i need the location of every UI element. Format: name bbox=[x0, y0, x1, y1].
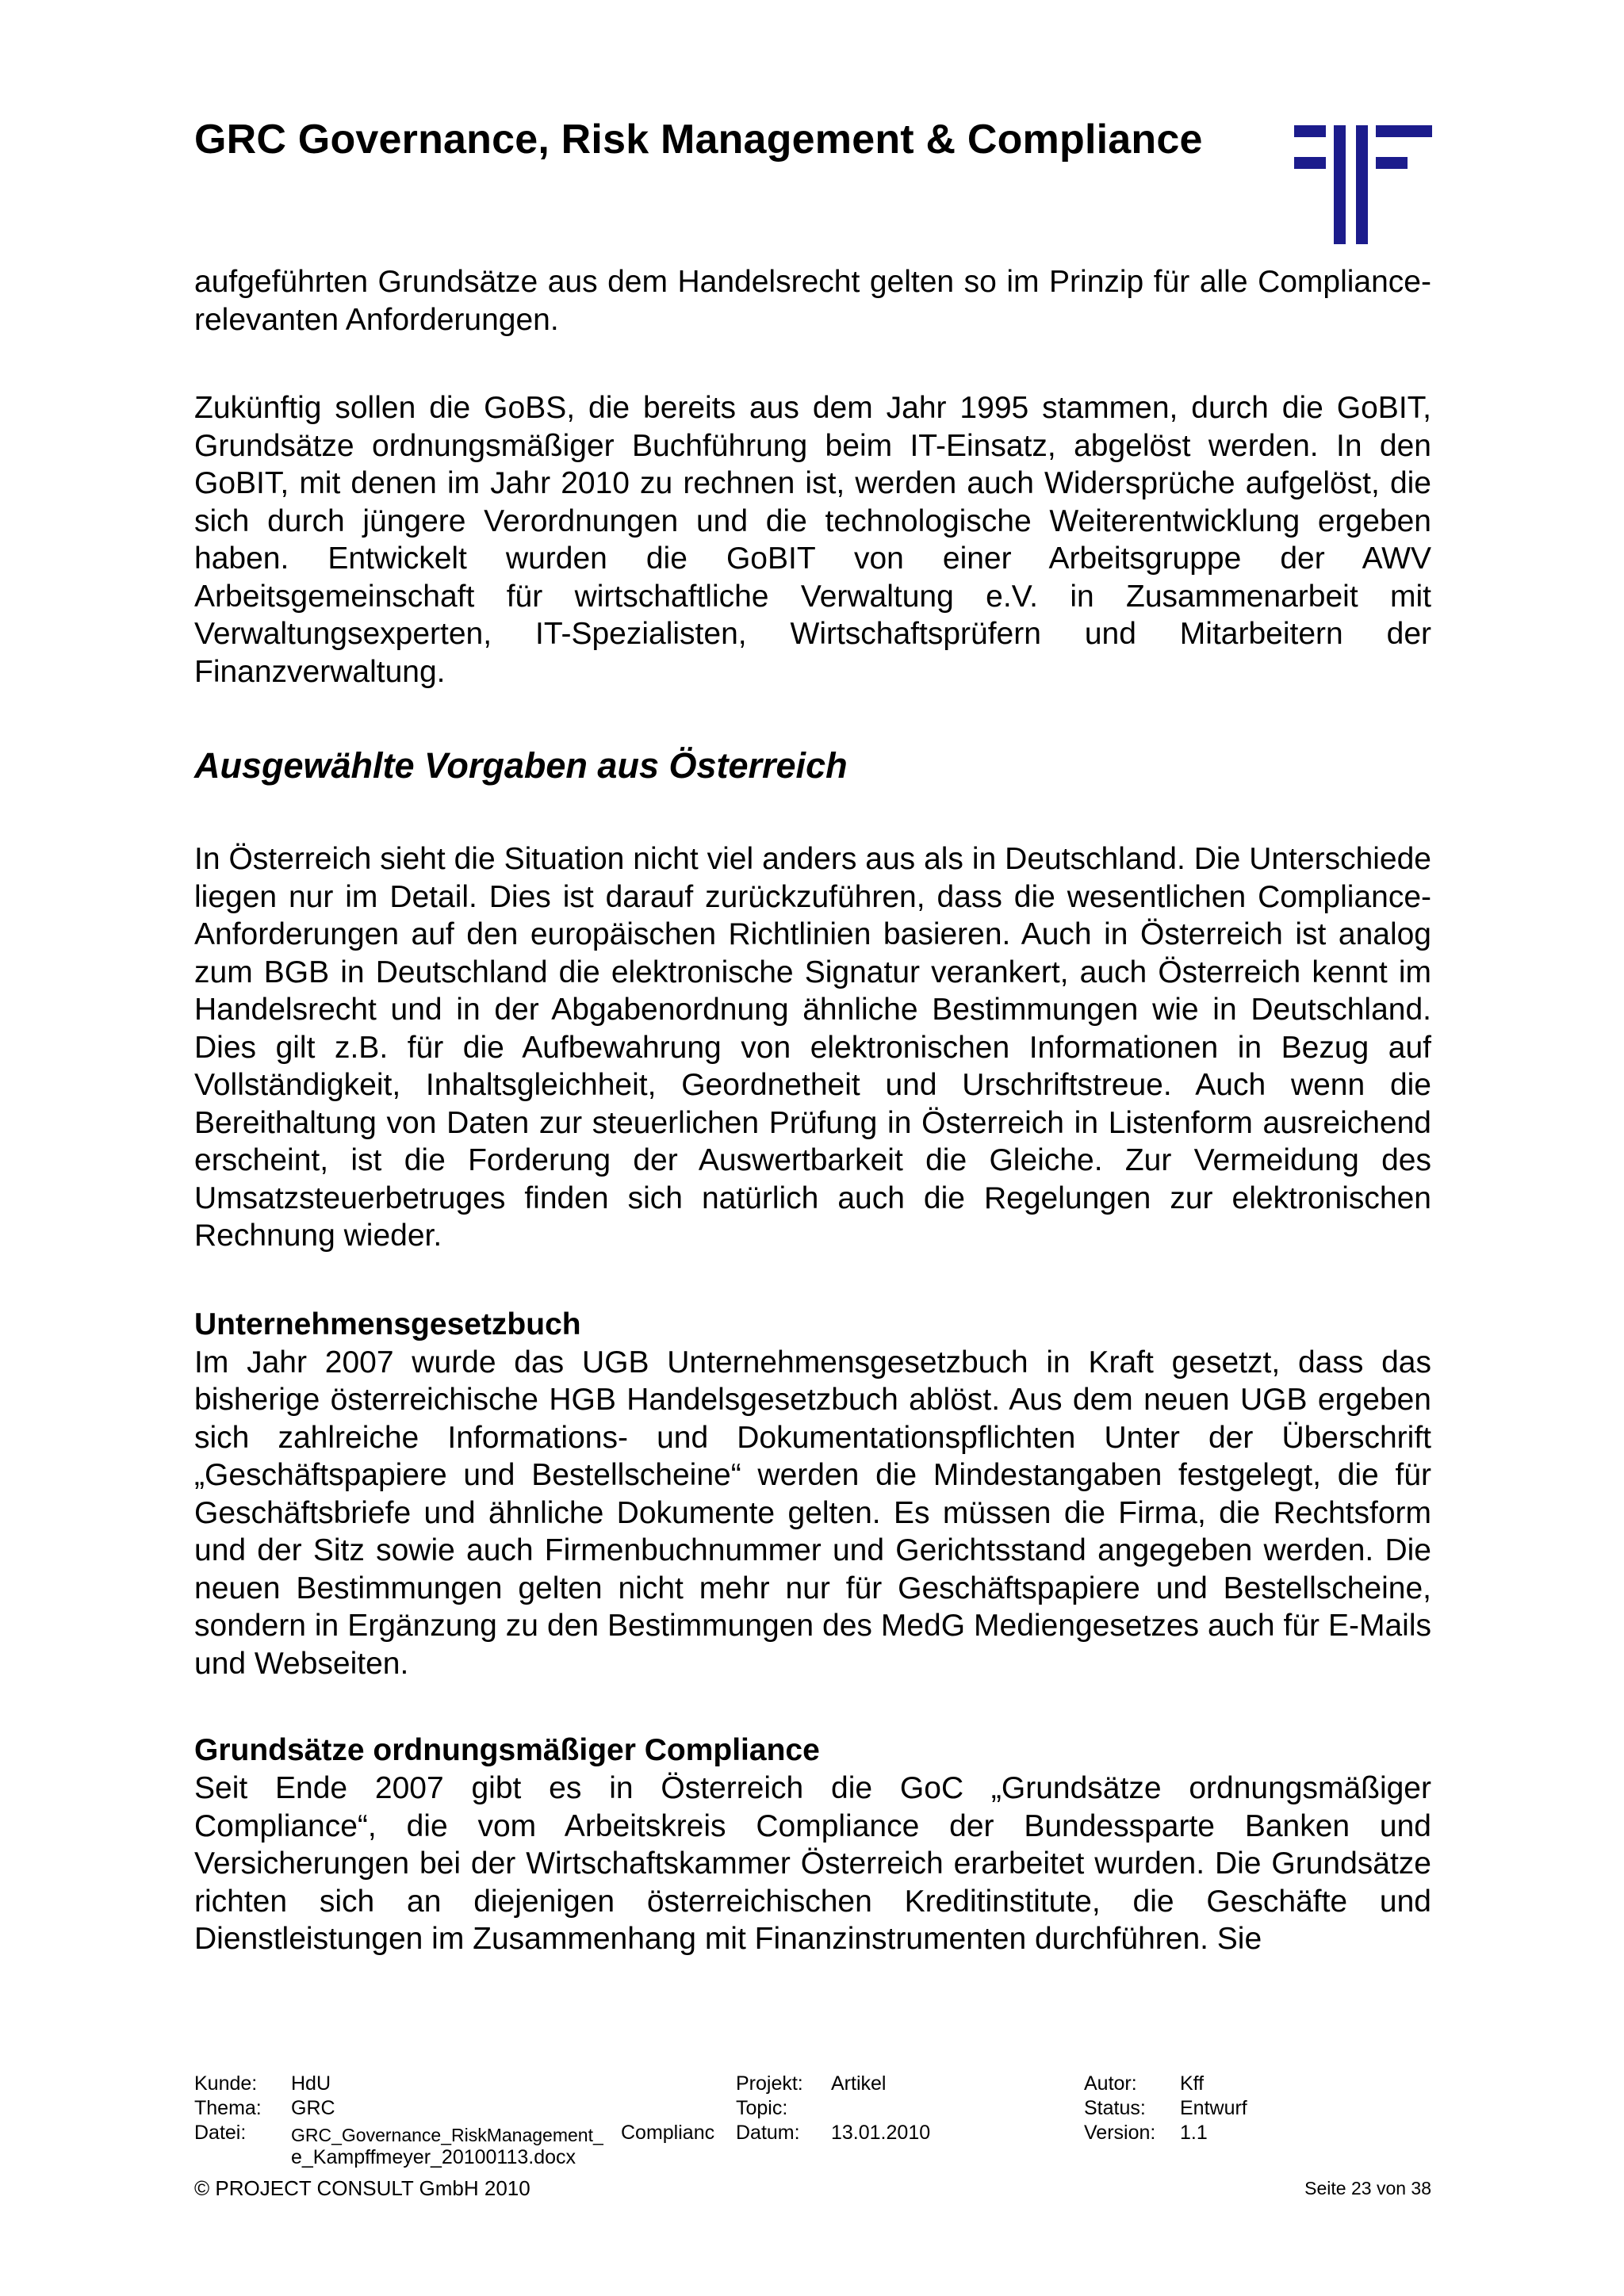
subheading-goc: Grundsätze ordnungsmäßiger Compliance bbox=[194, 1733, 820, 1767]
footer-topic-label: Topic: bbox=[736, 2097, 788, 2119]
footer-status-value: Entwurf bbox=[1180, 2097, 1247, 2119]
footer-kunde-label: Kunde: bbox=[194, 2072, 258, 2095]
footer-datum-label: Datum: bbox=[736, 2122, 800, 2144]
paragraph-2: Zukünftig sollen die GoBS, die bereits aus dem Jahr 1995 stammen, durch die GoBIT, Grundsätze ordnungsmäßiger Buchführung beim IT-Einsatz, abgelöst werden. In den GoBIT, mit denen im Jahr 2010 zu rechnen ist, werden auch Widersprüche aufgelöst, die sich durch jüngere Verordnungen und die technologische Weiterentwicklung ergeben haben. Entwickelt wurden die GoBIT von einer Arbeitsgruppe der AWV Arbeitsgemeinschaft für wirtschaftliche Verwaltung e.V. in Zusammenarbeit mit Verwaltungsexperten, IT-Spezialisten, Wirtschaftsprüfern und Mitarbeitern der Finanzverwaltung. bbox=[194, 391, 1431, 689]
footer-kunde-value: HdU bbox=[291, 2072, 331, 2095]
page-header-title: GRC Governance, Risk Management & Compliance bbox=[194, 117, 1203, 163]
page-footer bbox=[194, 2072, 1431, 2200]
footer-version-value: 1.1 bbox=[1180, 2122, 1208, 2144]
main-content bbox=[194, 263, 1431, 1958]
footer-datei-value-line1: GRC_Governance_RiskManagement_ bbox=[291, 2125, 603, 2145]
footer-thema-value: GRC bbox=[291, 2097, 335, 2119]
footer-page-number: Seite 23 von 38 bbox=[1304, 2178, 1431, 2198]
paragraph-3: In Österreich sieht die Situation nicht viel anders aus als in Deutschland. Die Unterschiede liegen nur im Detail. Dies ist darauf zurückzuführen, dass die wesentlichen Compliance-Anforderungen auf den europäischen Richtlinien basieren. Auch in Österreich ist analog zum BGB in Deutschland die elektronische Signatur verankert, auch Österreich kennt im Handelsrecht und in der Abgabenordnung ähnliche Bestimmungen wie in Deutschland. Dies gilt z.B. für die Aufbewahrung von elektronischen Informationen in Bezug auf Vollständigkeit, Inhaltsgleichheit, Geordnetheit und Urschriftstreue. Auch wenn die Bereithaltung von Daten zur steuerlichen Prüfung in Österreich in Listenform ausreichend erscheint, ist die Forderung der Auswertbarkeit die Gleiche. Zur Vermeidung des Umsatzsteuerbetruges finden sich natürlich auch die Regelungen zur elektronischen Rechnung wieder. bbox=[194, 842, 1431, 1253]
subheading-unternehmensgesetzbuch: Unternehmensgesetzbuch bbox=[194, 1307, 581, 1341]
footer-projekt-value: Artikel bbox=[831, 2072, 887, 2095]
footer-projekt-label: Projekt: bbox=[736, 2072, 803, 2095]
footer-copyright: © PROJECT CONSULT GmbH 2010 bbox=[194, 2176, 530, 2200]
footer-autor-label: Autor: bbox=[1084, 2072, 1137, 2095]
footer-thema-label: Thema: bbox=[194, 2097, 262, 2119]
project-consult-logo-icon bbox=[1294, 125, 1432, 244]
footer-version-label: Version: bbox=[1084, 2122, 1156, 2144]
footer-datum-value: 13.01.2010 bbox=[831, 2122, 931, 2144]
paragraph-4: Im Jahr 2007 wurde das UGB Unternehmensgesetzbuch in Kraft gesetzt, dass das bisherige österreichische HGB Handelsgesetzbuch ablöst. Aus dem neuen UGB ergeben sich zahlreiche Informations- und Dokumentationspflichten Unter der Überschrift „Geschäftspapiere und Bestellscheine“ werden die Mindestangaben festgelegt, die für Geschäftsbriefe und ähnliche Dokumente gelten. Es müssen die Firma, die Rechtsform und der Sitz sowie auch Firmenbuchnummer und Gerichtsstand angegeben werden. Die neuen Bestimmungen gelten nicht mehr nur für Geschäftspapiere und Bestellscheine, sondern in Ergänzung zu den Bestimmungen des MedG Mediengesetzes auch für E-Mails und Webseiten. bbox=[194, 1345, 1431, 1681]
footer-autor-value: Kff bbox=[1180, 2072, 1205, 2095]
section-heading-oesterreich: Ausgewählte Vorgaben aus Österreich bbox=[194, 745, 848, 786]
footer-datei-value-line2: e_Kampffmeyer_20100113.docx bbox=[291, 2146, 576, 2168]
footer-status-label: Status: bbox=[1084, 2097, 1146, 2119]
paragraph-1: aufgeführten Grundsätze aus dem Handelsrecht gelten so im Prinzip für alle Compliance-relevanten Anforderungen. bbox=[194, 265, 1431, 337]
paragraph-5: Seit Ende 2007 gibt es in Österreich die GoC „Grundsätze ordnungsmäßiger Compliance“, die vom Arbeitskreis Compliance der Bundessparte Banken und Versicherungen bei der Wirtschaftskammer Österreich erarbeitet wurden. Die Grundsätze richten sich an diejenigen österreichischen Kreditinstitute, die Geschäfte und Dienstleistungen im Zusammenhang mit Finanzinstrumenten durchführen. Sie bbox=[194, 1771, 1431, 1956]
footer-datei-value-line1b: Complianc bbox=[621, 2122, 715, 2144]
footer-datei-label: Datei: bbox=[194, 2122, 247, 2144]
